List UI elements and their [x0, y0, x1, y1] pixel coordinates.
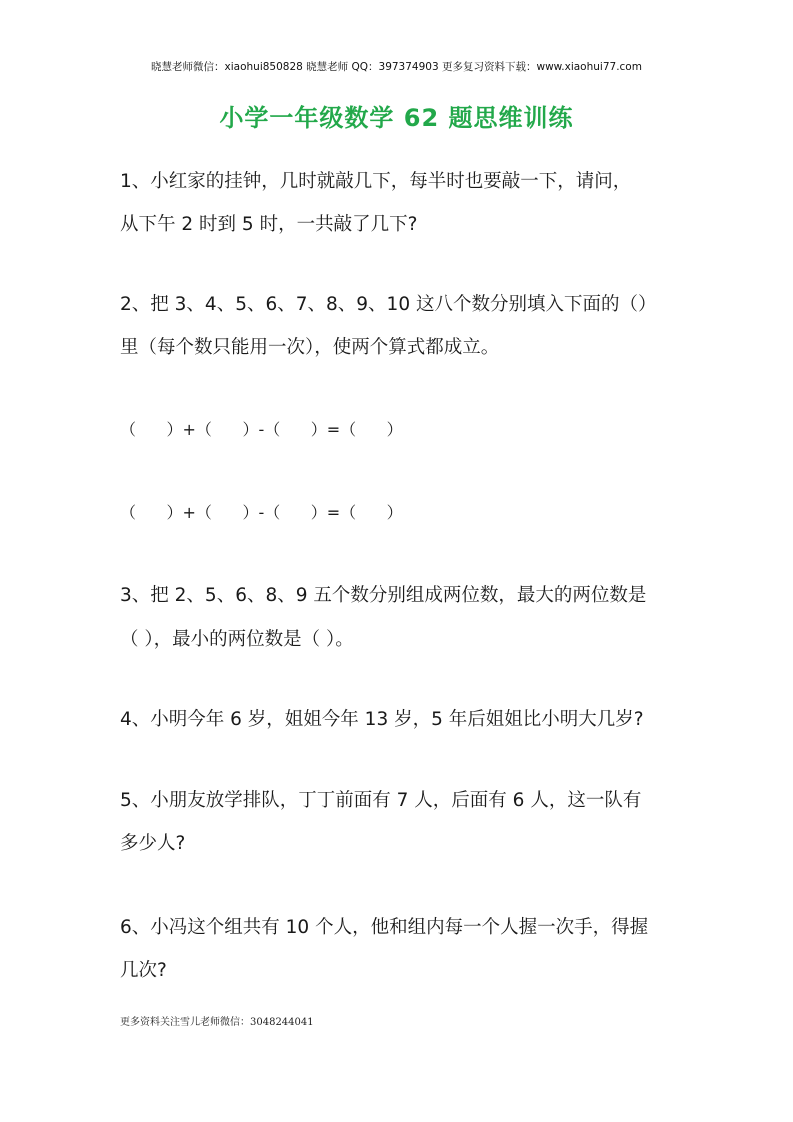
question-3-line-2: （ ），最小的两位数是（ ）。: [120, 629, 354, 650]
question-4-line-1: 4、小明今年 6 岁，姐姐今年 13 岁，5 年后姐姐比小明大几岁?: [120, 709, 644, 730]
page-title: 小学一年级数学 62 题思维训练: [219, 104, 574, 132]
question-2-line-2: 里（每个数只能用一次），使两个算式都成立。: [120, 337, 500, 358]
question-2-equation-2: （ ）+（ ）-（ ）=（ ）: [120, 503, 403, 522]
page-header: 晓慧老师微信：xiaohui850828 晓慧老师 QQ：397374903 更多复习资料下载：www.xiaohui77.com: [151, 61, 642, 73]
question-2-line-1: 2、把 3、4、5、6、7、8、9、10 这八个数分别填入下面的（）: [120, 294, 657, 315]
page-footer: 更多资料关注雪儿老师微信：3048244041: [120, 1017, 314, 1028]
question-5-line-2: 多少人?: [120, 833, 186, 854]
question-1-line-1: 1、小红家的挂钟，几时就敲几下，每半时也要敲一下，请问，: [120, 171, 632, 192]
question-6-line-2: 几次?: [120, 960, 167, 981]
question-3-line-1: 3、把 2、5、6、8、9 五个数分别组成两位数，最大的两位数是: [120, 585, 647, 606]
question-5-line-1: 5、小朋友放学排队，丁丁前面有 7 人，后面有 6 人，这一队有: [120, 790, 642, 811]
question-6-line-1: 6、小冯这个组共有 10 个人，他和组内每一个人握一次手，得握: [120, 917, 649, 938]
question-1-line-2: 从下午 2 时到 5 时，一共敲了几下?: [120, 214, 418, 235]
question-2-equation-1: （ ）+（ ）-（ ）=（ ）: [120, 420, 403, 439]
